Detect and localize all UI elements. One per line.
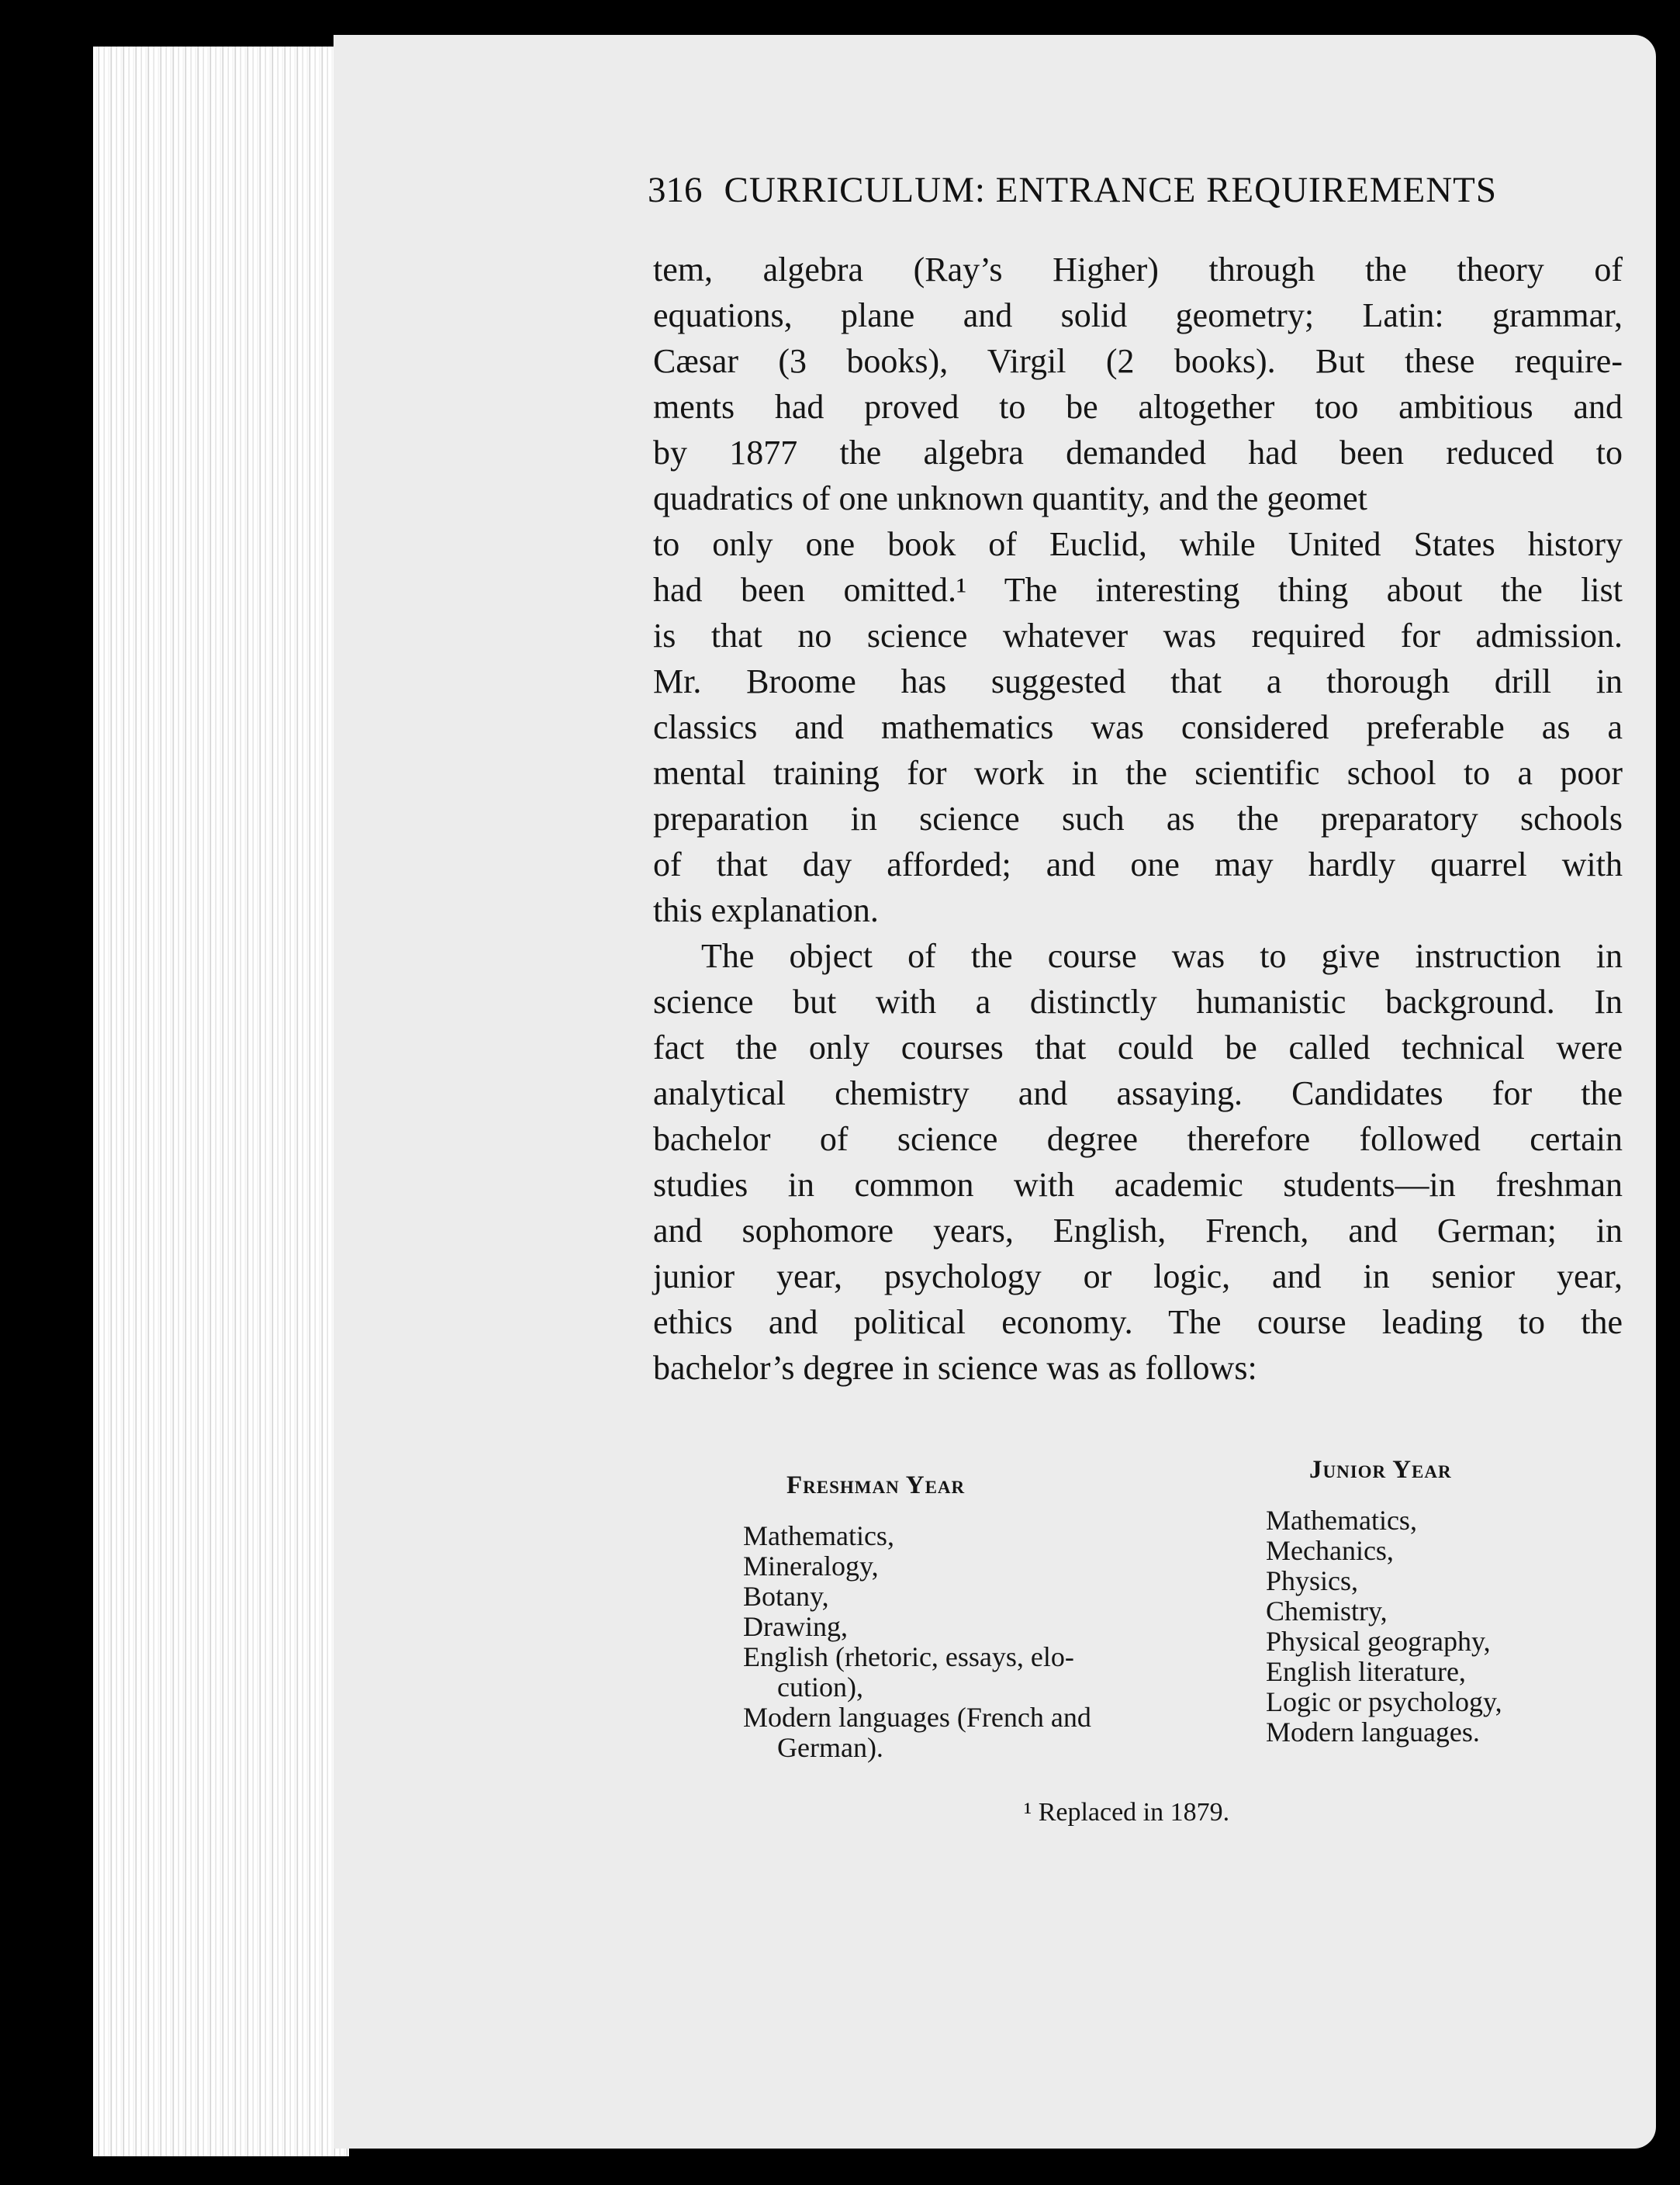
book-page-edge xyxy=(93,47,349,2156)
course-subject: Logic or psychology, xyxy=(1266,1686,1502,1717)
course-subject: Mineralogy, xyxy=(743,1551,879,1582)
course-subject: English literature, xyxy=(1266,1656,1466,1687)
text-line: classics and mathematics was considered preferable as a xyxy=(653,708,1623,746)
text-line: mental training for work in the scientific school to a poor xyxy=(653,754,1623,792)
text-line: tem, algebra (Ray’s Higher) through the theory of xyxy=(653,251,1623,289)
course-subject-continuation: cution), xyxy=(777,1672,863,1703)
text-line: quadratics of one unknown quantity, and the geomet xyxy=(653,479,1367,517)
freshman-year-heading: Freshman Year xyxy=(786,1471,966,1499)
text-line: bachelor of science degree therefore followed certain xyxy=(653,1120,1623,1158)
page-number: 316 xyxy=(648,170,703,210)
course-subject: Modern languages (French and xyxy=(743,1702,1091,1733)
course-subject: Mathematics, xyxy=(743,1520,894,1551)
text-line: junior year, psychology or logic, and in senior year, xyxy=(653,1257,1623,1295)
text-line: and sophomore years, English, French, and German; in xyxy=(653,1212,1623,1250)
text-line: ments had proved to be altogether too ambitious and xyxy=(653,388,1623,426)
course-subject: English (rhetoric, essays, elo- xyxy=(743,1641,1074,1672)
text-line: is that no science whatever was required for admission. xyxy=(653,617,1623,655)
text-line: to only one book of Euclid, while United States history xyxy=(653,525,1623,563)
running-head xyxy=(648,169,1609,223)
course-subject: Drawing, xyxy=(743,1611,848,1642)
course-subject: Modern languages. xyxy=(1266,1717,1480,1748)
body-text xyxy=(653,247,1623,1391)
text-line: of that day afforded; and one may hardly quarrel with xyxy=(653,845,1623,883)
course-subject: Physics, xyxy=(1266,1565,1359,1596)
text-line: studies in common with academic students—in freshman xyxy=(653,1166,1623,1204)
text-line: Mr. Broome has suggested that a thorough drill in xyxy=(653,662,1623,700)
text-line: analytical chemistry and assaying. Candidates for the xyxy=(653,1074,1623,1112)
junior-year-heading: Junior Year xyxy=(1309,1456,1452,1484)
text-line: Cæsar (3 books), Virgil (2 books). But these require- xyxy=(653,342,1623,380)
paragraph-1 xyxy=(653,247,1623,933)
course-subject: Mathematics, xyxy=(1266,1505,1417,1536)
course-subject: Chemistry, xyxy=(1266,1596,1388,1627)
text-line: by 1877 the algebra demanded had been reduced to xyxy=(653,434,1623,472)
course-subject: Physical geography, xyxy=(1266,1626,1491,1657)
course-subject: Botany, xyxy=(743,1581,829,1612)
text-line: The object of the course was to give instruction in xyxy=(701,937,1623,975)
text-line: fact the only courses that could be called technical were xyxy=(653,1029,1623,1067)
course-subject: Mechanics, xyxy=(1266,1535,1394,1566)
chapter-title: CURRICULUM: ENTRANCE REQUIREMENTS xyxy=(724,170,1498,210)
paragraph-2 xyxy=(653,933,1623,1391)
footnote: ¹ Replaced in 1879. xyxy=(1024,1798,1230,1827)
text-line: preparation in science such as the preparatory schools xyxy=(653,800,1623,838)
text-line: science but with a distinctly humanistic background. In xyxy=(653,983,1623,1021)
junior-year-column xyxy=(1266,1455,1607,1748)
text-line: had been omitted.¹ The interesting thing about the list xyxy=(653,571,1623,609)
text-line: bachelor’s degree in science was as follows: xyxy=(653,1349,1257,1387)
text-line: this explanation. xyxy=(653,891,879,929)
text-line: equations, plane and solid geometry; Latin: grammar, xyxy=(653,296,1623,334)
text-line: ethics and political economy. The course leading to the xyxy=(653,1303,1623,1341)
freshman-year-column xyxy=(743,1471,1224,1763)
course-subject-continuation: German). xyxy=(777,1732,883,1763)
